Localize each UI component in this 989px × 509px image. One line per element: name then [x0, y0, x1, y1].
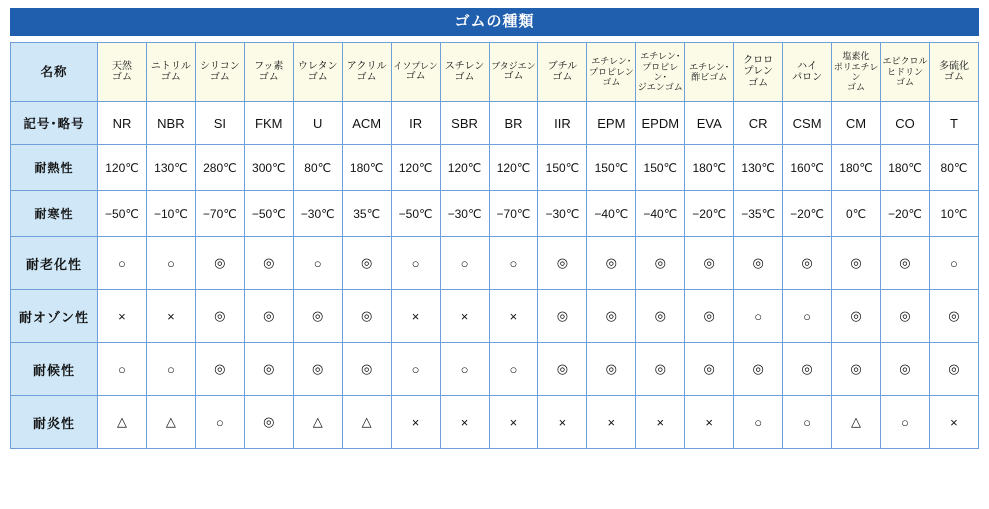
ozone-cell: ◎ — [244, 290, 293, 343]
cold-cell: −70℃ — [195, 191, 244, 237]
heat-cell: 150℃ — [538, 145, 587, 191]
weather-cell: ◎ — [929, 343, 978, 396]
col-name-line: スチレン — [444, 60, 485, 72]
row-header-flame: 耐炎性 — [11, 396, 98, 449]
ozone-cell: ◎ — [538, 290, 587, 343]
ozone-cell: × — [98, 290, 147, 343]
ozone-cell: ◎ — [342, 290, 391, 343]
flame-cell: × — [489, 396, 538, 449]
aging-cell: ◎ — [636, 237, 685, 290]
cold-cell: 10℃ — [929, 191, 978, 237]
col-name-line: エチレン･ — [640, 51, 681, 62]
col-name-line: パロン — [792, 72, 823, 83]
col-name-line: ゴム — [552, 72, 573, 83]
ozone-cell: × — [440, 290, 489, 343]
weather-cell: ◎ — [244, 343, 293, 396]
ozone-cell: ◎ — [832, 290, 881, 343]
aging-cell: ○ — [293, 237, 342, 290]
cold-cell: 35℃ — [342, 191, 391, 237]
ozone-cell: ◎ — [685, 290, 734, 343]
flame-cell: × — [391, 396, 440, 449]
aging-cell: ◎ — [538, 237, 587, 290]
aging-cell: ◎ — [783, 237, 832, 290]
flame-cell: × — [685, 396, 734, 449]
abbr-cell: IR — [391, 102, 440, 145]
col-name-line: エピクロル — [882, 56, 928, 67]
table-row-name — [11, 43, 979, 102]
col-name-line: ニトリル — [150, 60, 191, 72]
flame-cell: × — [440, 396, 489, 449]
col-name-line: エチレン･ — [591, 56, 632, 67]
flame-cell: △ — [832, 396, 881, 449]
col-name-line: 塩素化 — [842, 51, 870, 62]
heat-cell: 160℃ — [783, 145, 832, 191]
heat-cell: 280℃ — [195, 145, 244, 191]
heat-cell: 180℃ — [881, 145, 930, 191]
cold-cell: −40℃ — [587, 191, 636, 237]
ozone-cell: × — [489, 290, 538, 343]
column-header-cell — [783, 43, 832, 102]
weather-cell: ◎ — [685, 343, 734, 396]
flame-cell: × — [929, 396, 978, 449]
table-body — [11, 43, 979, 449]
col-name-line: イソプレン — [393, 61, 438, 72]
table-row-weather — [11, 343, 979, 396]
weather-cell: ◎ — [342, 343, 391, 396]
aging-cell: ○ — [98, 237, 147, 290]
col-name-line: ゴム — [258, 72, 279, 83]
col-name-line: ヒドリン — [886, 66, 923, 77]
heat-cell: 120℃ — [489, 145, 538, 191]
column-header-cell — [391, 43, 440, 102]
col-name-line: ゴム — [847, 82, 866, 93]
ozone-cell: ◎ — [587, 290, 636, 343]
flame-cell: ○ — [881, 396, 930, 449]
table-row-flame — [11, 396, 979, 449]
aging-cell: ◎ — [342, 237, 391, 290]
abbr-cell: EPDM — [636, 102, 685, 145]
cold-cell: −35℃ — [734, 191, 783, 237]
abbr-cell: SBR — [440, 102, 489, 145]
weather-cell: ○ — [98, 343, 147, 396]
col-name-line: ゴム — [111, 72, 132, 83]
heat-cell: 120℃ — [391, 145, 440, 191]
aging-cell: ◎ — [195, 237, 244, 290]
row-header-cold: 耐寒性 — [11, 191, 98, 237]
row-header-aging: 耐老化性 — [11, 237, 98, 290]
flame-cell: × — [538, 396, 587, 449]
abbr-cell: NR — [98, 102, 147, 145]
col-name-line: ウレタン — [297, 60, 338, 72]
heat-cell: 80℃ — [293, 145, 342, 191]
flame-cell: △ — [146, 396, 195, 449]
col-name-line: 天然 — [111, 60, 132, 72]
row-header-name: 名称 — [11, 43, 98, 102]
weather-cell: ○ — [489, 343, 538, 396]
heat-cell: 300℃ — [244, 145, 293, 191]
col-name-line: ゴム — [895, 77, 914, 88]
column-header-cell — [489, 43, 538, 102]
flame-cell: ○ — [195, 396, 244, 449]
rubber-types-table — [10, 42, 979, 449]
column-header-cell — [195, 43, 244, 102]
flame-cell: ○ — [734, 396, 783, 449]
weather-cell: ◎ — [832, 343, 881, 396]
ozone-cell: × — [391, 290, 440, 343]
aging-cell: ◎ — [587, 237, 636, 290]
page-title: ゴムの種類 — [10, 8, 979, 36]
cold-cell: −30℃ — [538, 191, 587, 237]
abbr-cell: U — [293, 102, 342, 145]
column-header-cell — [636, 43, 685, 102]
ozone-cell: ○ — [783, 290, 832, 343]
heat-cell: 120℃ — [440, 145, 489, 191]
aging-cell: ○ — [391, 237, 440, 290]
flame-cell: △ — [98, 396, 147, 449]
weather-cell: ◎ — [783, 343, 832, 396]
weather-cell: ◎ — [881, 343, 930, 396]
abbr-cell: EVA — [685, 102, 734, 145]
weather-cell: ○ — [146, 343, 195, 396]
ozone-cell: ○ — [734, 290, 783, 343]
col-name-line: プロピレン･ — [642, 61, 679, 82]
column-header-cell — [587, 43, 636, 102]
col-name-line: ハイ — [797, 60, 818, 72]
abbr-cell: CR — [734, 102, 783, 145]
flame-cell: △ — [293, 396, 342, 449]
column-header-cell — [832, 43, 881, 102]
table-row-aging — [11, 237, 979, 290]
column-header-cell — [734, 43, 783, 102]
cold-cell: −20℃ — [783, 191, 832, 237]
cold-cell: −30℃ — [293, 191, 342, 237]
aging-cell: ○ — [146, 237, 195, 290]
heat-cell: 80℃ — [929, 145, 978, 191]
col-name-line: アクリル — [346, 60, 387, 72]
column-header-cell — [881, 43, 930, 102]
weather-cell: ○ — [391, 343, 440, 396]
ozone-cell: ◎ — [929, 290, 978, 343]
col-name-line: ゴム — [943, 72, 964, 83]
abbr-cell: FKM — [244, 102, 293, 145]
table-row-heat — [11, 145, 979, 191]
weather-cell: ◎ — [734, 343, 783, 396]
col-name-line: ゴム — [356, 72, 377, 83]
cold-cell: −20℃ — [685, 191, 734, 237]
ozone-cell: × — [146, 290, 195, 343]
col-name-line: ゴム — [454, 72, 475, 83]
col-name-line: ゴム — [307, 72, 328, 83]
col-name-line: フッ素 — [254, 60, 284, 72]
col-name-line: ゴム — [748, 77, 769, 89]
aging-cell: ◎ — [832, 237, 881, 290]
col-name-line: プロピレン — [588, 66, 634, 77]
heat-cell: 130℃ — [146, 145, 195, 191]
table-row-ozone — [11, 290, 979, 343]
heat-cell: 180℃ — [832, 145, 881, 191]
flame-cell: ◎ — [244, 396, 293, 449]
row-header-weather: 耐候性 — [11, 343, 98, 396]
col-name-line: 多硫化 — [938, 60, 969, 72]
column-header-cell — [685, 43, 734, 102]
ozone-cell: ◎ — [195, 290, 244, 343]
flame-cell: ○ — [783, 396, 832, 449]
abbr-cell: IIR — [538, 102, 587, 145]
col-name-line: ゴム — [405, 71, 426, 83]
column-header-cell — [342, 43, 391, 102]
abbr-cell: BR — [489, 102, 538, 145]
abbr-cell: CM — [832, 102, 881, 145]
weather-cell: ◎ — [587, 343, 636, 396]
col-name-line: エチレン･ — [689, 61, 730, 72]
table-row-cold — [11, 191, 979, 237]
flame-cell: △ — [342, 396, 391, 449]
ozone-cell: ◎ — [293, 290, 342, 343]
weather-cell: ◎ — [293, 343, 342, 396]
cold-cell: −20℃ — [881, 191, 930, 237]
heat-cell: 130℃ — [734, 145, 783, 191]
col-name-line: ブタジエン — [491, 61, 536, 72]
row-header-heat: 耐熱性 — [11, 145, 98, 191]
col-name-line: ブチル — [547, 60, 578, 72]
weather-cell: ○ — [440, 343, 489, 396]
aging-cell: ◎ — [734, 237, 783, 290]
aging-cell: ◎ — [244, 237, 293, 290]
ozone-cell: ◎ — [636, 290, 685, 343]
ozone-cell: ◎ — [881, 290, 930, 343]
cold-cell: −40℃ — [636, 191, 685, 237]
abbr-cell: CSM — [783, 102, 832, 145]
heat-cell: 150℃ — [587, 145, 636, 191]
column-header-cell — [538, 43, 587, 102]
abbr-cell: ACM — [342, 102, 391, 145]
heat-cell: 180℃ — [685, 145, 734, 191]
aging-cell: ○ — [929, 237, 978, 290]
cold-cell: 0℃ — [832, 191, 881, 237]
col-name-line: プレン — [743, 66, 773, 78]
heat-cell: 120℃ — [98, 145, 147, 191]
abbr-cell: EPM — [587, 102, 636, 145]
weather-cell: ◎ — [636, 343, 685, 396]
column-header-cell — [440, 43, 489, 102]
col-name-line: ゴム — [602, 77, 621, 88]
cold-cell: −50℃ — [98, 191, 147, 237]
col-name-line: ゴム — [209, 72, 230, 83]
column-header-cell — [929, 43, 978, 102]
col-name-line: ジエンゴム — [637, 82, 683, 93]
aging-cell: ◎ — [685, 237, 734, 290]
cold-cell: −50℃ — [244, 191, 293, 237]
table-row-abbr — [11, 102, 979, 145]
abbr-cell: NBR — [146, 102, 195, 145]
aging-cell: ○ — [440, 237, 489, 290]
column-header-cell — [244, 43, 293, 102]
cold-cell: −50℃ — [391, 191, 440, 237]
col-name-line: ゴム — [503, 71, 524, 83]
col-name-line: シリコン — [199, 60, 240, 72]
weather-cell: ◎ — [195, 343, 244, 396]
col-name-line: ポリエチレン — [833, 61, 879, 82]
flame-cell: × — [636, 396, 685, 449]
flame-cell: × — [587, 396, 636, 449]
column-header-cell — [98, 43, 147, 102]
cold-cell: −30℃ — [440, 191, 489, 237]
abbr-cell: SI — [195, 102, 244, 145]
col-name-line: クロロ — [743, 54, 774, 66]
heat-cell: 150℃ — [636, 145, 685, 191]
weather-cell: ◎ — [538, 343, 587, 396]
column-header-cell — [146, 43, 195, 102]
abbr-cell: CO — [881, 102, 930, 145]
row-header-ozone: 耐オゾン性 — [11, 290, 98, 343]
aging-cell: ○ — [489, 237, 538, 290]
column-header-cell — [293, 43, 342, 102]
col-name-line: 酢ビゴム — [691, 72, 728, 82]
abbr-cell: T — [929, 102, 978, 145]
cold-cell: −70℃ — [489, 191, 538, 237]
col-name-line: ゴム — [160, 72, 181, 83]
aging-cell: ◎ — [881, 237, 930, 290]
heat-cell: 180℃ — [342, 145, 391, 191]
cold-cell: −10℃ — [146, 191, 195, 237]
row-header-abbr: 記号･略号 — [11, 102, 98, 145]
